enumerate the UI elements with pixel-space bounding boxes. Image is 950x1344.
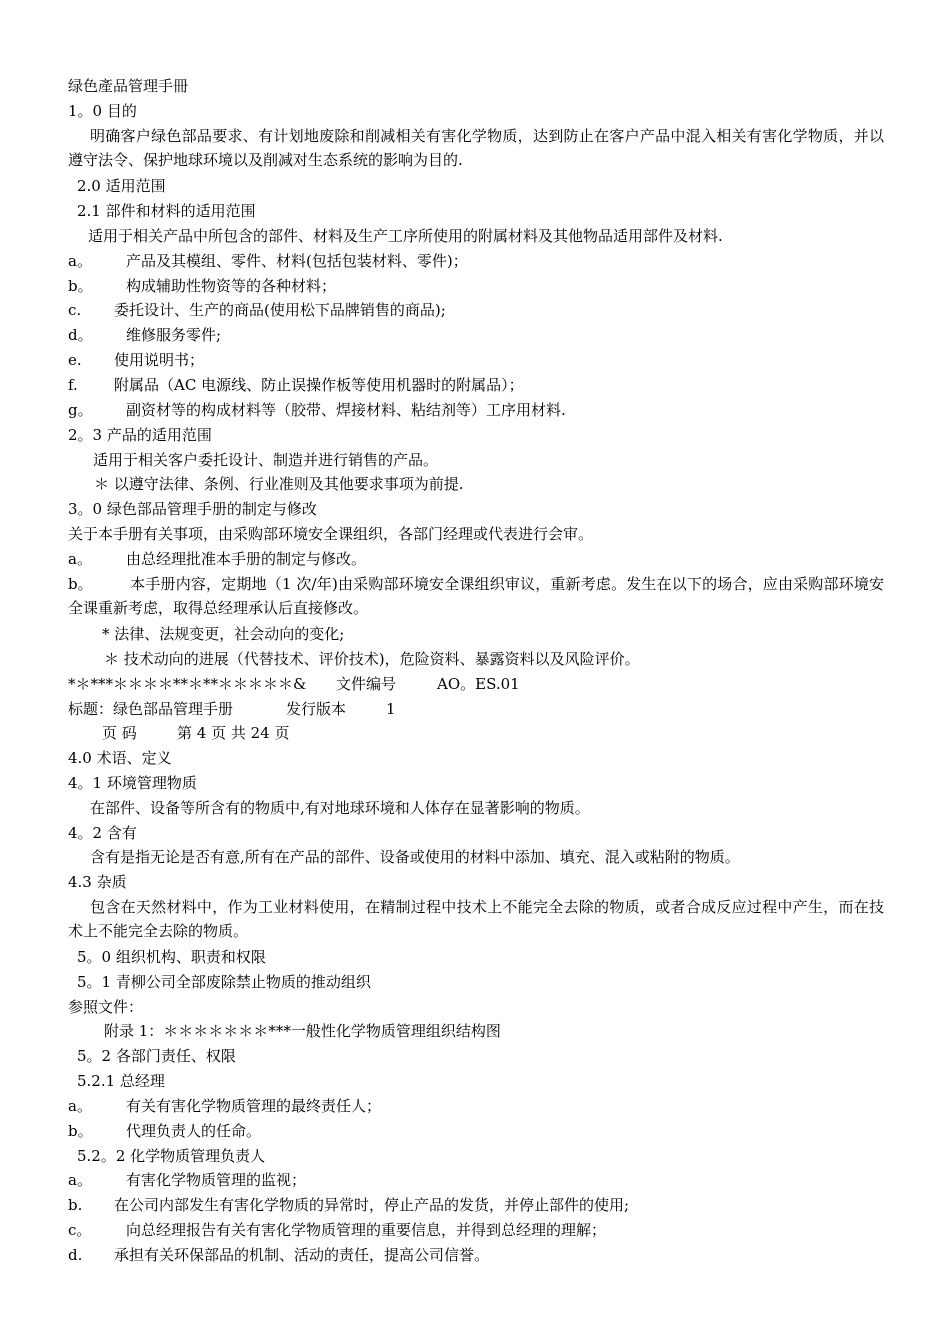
list-item-text: 委托设计、生产的商品(使用松下品牌销售的商品); [114, 301, 446, 319]
section-2-heading: 2.0 适用范围 [77, 177, 166, 195]
section-2-3-body: 适用于相关客户委托设计、制造并进行销售的产品。 [93, 451, 439, 469]
section-3-body: 关于本手册有关事项，由采购部环境安全课组织，各部门经理或代表进行会审。 [68, 525, 594, 543]
list-item-text: 产品及其模组、零件、材料(包括包装材料、零件)； [126, 252, 468, 270]
header-title-label: 标题：绿色部品管理手册 [68, 700, 234, 718]
list-item [68, 1220, 606, 1240]
section-5-2-heading: 5。2 各部门责任、权限 [77, 1047, 236, 1065]
section-2-3-heading: 2。3 产品的适用范围 [68, 426, 212, 444]
list-item [68, 572, 884, 620]
list-item [68, 276, 336, 296]
list-item-text: 本手册内容，定期地（1 次/年)由采购部环境安全课组织审议，重新考虑。发生在以下的场合，应由采购部环境安全课重新考虑，取得总经理承认后直接修改。 [68, 575, 884, 617]
list-item-label: b. [68, 1196, 83, 1214]
list-item-label: c。 [68, 1221, 92, 1239]
list-item-text: 使用说明书； [114, 351, 205, 369]
list-item-label: b。 [68, 1122, 93, 1140]
reference-item: 附录 1：＊＊＊＊＊＊＊***一般性化学物质管理组织结构图 [104, 1022, 501, 1040]
list-item [68, 251, 468, 271]
list-item [68, 1195, 629, 1215]
document-title: 绿色產品管理手冊 [68, 77, 189, 95]
list-item-label: a。 [68, 550, 92, 568]
list-item-label: f. [68, 376, 78, 394]
list-item [68, 300, 446, 320]
section-4-3-body: 包含在天然材料中，作为工业材料使用，在精制过程中技术上不能完全去除的物质，或者合成反应过程中产生，而在技术上不能完全去除的物质。 [68, 898, 884, 940]
list-item-text: 构成辅助性物资等的各种材料； [126, 277, 337, 295]
page-header-row-3 [102, 723, 290, 743]
list-item-text: 代理负责人的任命。 [126, 1122, 262, 1140]
section-2-1-body: 适用于相关产品中所包含的部件、材料及生产工序所使用的附属材料及其他物品适用部件及材料. [88, 227, 723, 245]
list-item [68, 1121, 261, 1141]
list-item [68, 350, 204, 370]
list-item-text: 维修服务零件; [126, 326, 222, 344]
header-docno: AO。ES.01 [437, 675, 520, 693]
header-docno-label: 文件编号 [336, 675, 397, 693]
section-4-2-body: 含有是指无论是否有意,所有在产品的部件、设备或使用的材料中添加、填充、混入或粘附的物质。 [90, 848, 740, 866]
list-item-text: 附属品（AC 电源线、防止误操作板等使用机器时的附属品）； [114, 376, 524, 394]
section-4-1-body: 在部件、设备等所含有的物质中,有对地球环境和人体存在显著影响的物质。 [90, 799, 590, 817]
section-5-heading: 5。0 组织机构、职责和权限 [77, 948, 266, 966]
section-4-heading: 4.0 术语、定义 [68, 749, 172, 767]
list-item [68, 375, 524, 395]
section-2-3-note: ＊ 以遵守法律、条例、行业准则及其他要求事项为前提. [94, 475, 464, 493]
section-4-3-heading: 4.3 杂质 [68, 873, 127, 891]
list-item-text: 在公司内部发生有害化学物质的异常时，停止产品的发货，并停止部件的使用; [114, 1196, 630, 1214]
header-stars: *＊***＊＊＊＊**＊**＊＊＊＊＊& [68, 675, 307, 693]
list-item-text: 副资材等的构成材料等（胶带、焊接材料、粘结剂等）工序用材料. [126, 401, 566, 419]
page-header-row-1 [68, 674, 520, 694]
header-version-label: 发行版本 [286, 700, 347, 718]
list-item-label: e. [68, 351, 82, 369]
list-item [68, 400, 566, 420]
section-2-1-heading: 2.1 部件和材料的适用范围 [77, 202, 256, 220]
list-item-text: 有关有害化学物质管理的最终责任人； [126, 1097, 382, 1115]
section-5-1-heading: 5。1 青柳公司全部废除禁止物质的推动组织 [77, 973, 371, 991]
list-item-text: 承担有关环保部品的机制、活动的责任，提高公司信誉。 [114, 1246, 490, 1264]
header-page-label: 页 码 [102, 724, 137, 742]
header-version: 1 [386, 700, 396, 718]
section-3-bullet: ＊ 技术动向的进展（代替技术、评价技术)，危险资料、暴露资料以及风险评价。 [104, 650, 640, 668]
section-3-bullet: * 法律、法规变更，社会动向的变化; [102, 625, 345, 643]
list-item-label: a。 [68, 1097, 92, 1115]
list-item [68, 1096, 381, 1116]
list-item-label: b。 [68, 575, 93, 593]
list-item [68, 1245, 489, 1265]
list-item-label: a。 [68, 1171, 92, 1189]
list-item-label: b。 [68, 277, 93, 295]
section-3-heading: 3。0 绿色部品管理手册的制定与修改 [68, 500, 317, 518]
section-1-heading: 1。0 目的 [68, 102, 137, 120]
list-item-text: 向总经理报告有关有害化学物质管理的重要信息，并得到总经理的理解； [126, 1221, 607, 1239]
list-item-label: c. [68, 301, 82, 319]
list-item-label: g。 [68, 401, 93, 419]
section-4-1-heading: 4。1 环境管理物质 [68, 774, 197, 792]
list-item-label: d。 [68, 326, 93, 344]
list-item-text: 有害化学物质管理的监视； [126, 1171, 307, 1189]
list-item-text: 由总经理批准本手册的制定与修改。 [126, 550, 367, 568]
list-item [68, 325, 221, 345]
reference-label: 参照文件： [68, 998, 144, 1016]
section-5-2-1-heading: 5.2.1 总经理 [77, 1072, 165, 1090]
list-item [68, 549, 366, 569]
section-4-2-heading: 4。2 含有 [68, 824, 137, 842]
header-page: 第 4 页 共 24 页 [177, 724, 290, 742]
section-5-2-2-heading: 5.2。2 化学物质管理负责人 [77, 1147, 266, 1165]
page-header-row-2 [68, 699, 396, 719]
list-item-label: d. [68, 1246, 83, 1264]
list-item [68, 1170, 306, 1190]
list-item-label: a。 [68, 252, 92, 270]
section-1-body: 明确客户绿色部品要求、有计划地废除和削减相关有害化学物质，达到防止在客户产品中混入相关有害化学物质，并以遵守法令、保护地球环境以及削减对生态系统的影响为目的. [68, 127, 884, 169]
